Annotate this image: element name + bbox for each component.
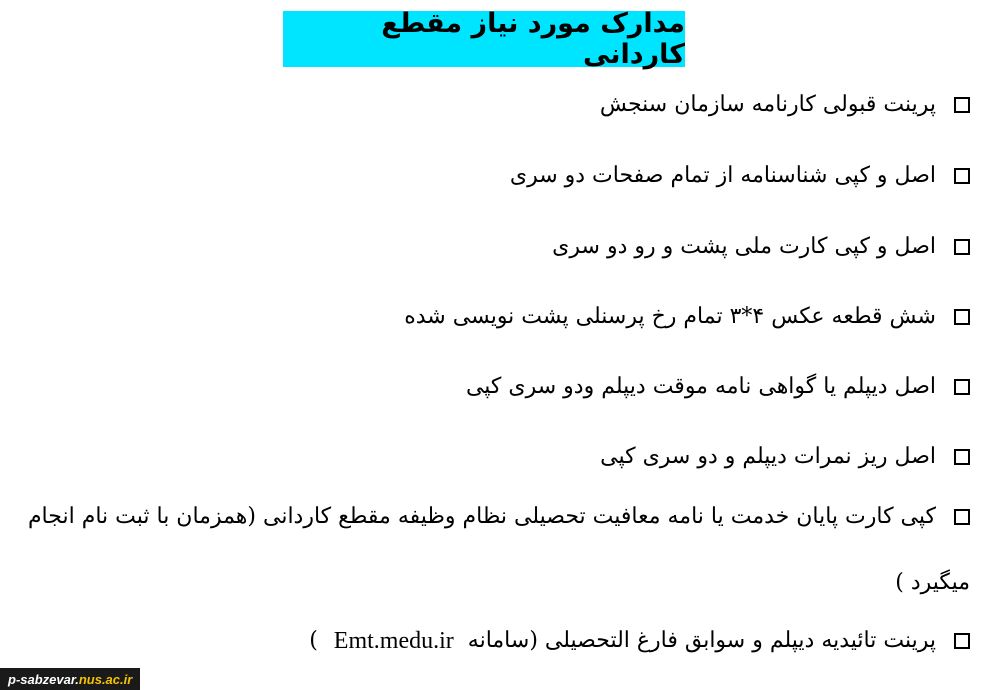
checkbox[interactable] [954, 449, 970, 465]
checkbox[interactable] [954, 97, 970, 113]
checklist-item [600, 446, 970, 468]
checklist-item-label: اصل دیپلم یا گواهی نامه موقت دیپلم ودو سری کپی [465, 374, 936, 399]
checklist-item [600, 94, 970, 116]
checklist-item [309, 629, 970, 653]
checklist-item-label: اصل ریز نمرات دیپلم و دو سری کپی [600, 444, 936, 469]
footer-watermark [0, 668, 140, 690]
checklist-item-label: اصل و کپی کارت ملی پشت و رو دو سری [552, 234, 936, 259]
page-title [283, 8, 685, 70]
checklist-item [404, 306, 970, 328]
checklist-item-label: شش قطعه عکس ۴*۳ تمام رخ پرسنلی پشت نویسی شده [404, 304, 936, 329]
checkbox[interactable] [954, 168, 970, 184]
checklist-item [552, 236, 970, 258]
footer-prefix: p-sabzevar. [8, 671, 79, 687]
checklist-item-label: اصل و کپی شناسنامه از تمام صفحات دو سری [509, 163, 936, 188]
checklist-item [510, 165, 970, 187]
footer-accent: nus.ac.ir [78, 671, 133, 687]
checkbox[interactable] [954, 509, 970, 525]
checkbox[interactable] [954, 309, 970, 325]
checkbox[interactable] [954, 379, 970, 395]
website-url: Emt.medu.ir [333, 628, 454, 654]
checklist-item-label: کپی کارت پایان خدمت یا نامه معافیت تحصیلی نظام وظیفه مقطع کاردانی (همزمان با ثبت نام انجام میگیرد ) [27, 504, 970, 595]
checkbox[interactable] [954, 633, 970, 649]
checklist-item-label: پرینت قبولی کارنامه سازمان سنجش [599, 92, 936, 117]
checklist-item [466, 376, 970, 398]
page-title-text: مدارک مورد نیاز مقطع کاردانی [381, 8, 685, 70]
checkbox[interactable] [954, 239, 970, 255]
checklist-item [12, 484, 970, 616]
closing-paren: ) [309, 628, 318, 653]
checklist-item-label: پرینت تائیدیه دیپلم و سوابق فارغ التحصیلی (سامانه [467, 628, 936, 653]
